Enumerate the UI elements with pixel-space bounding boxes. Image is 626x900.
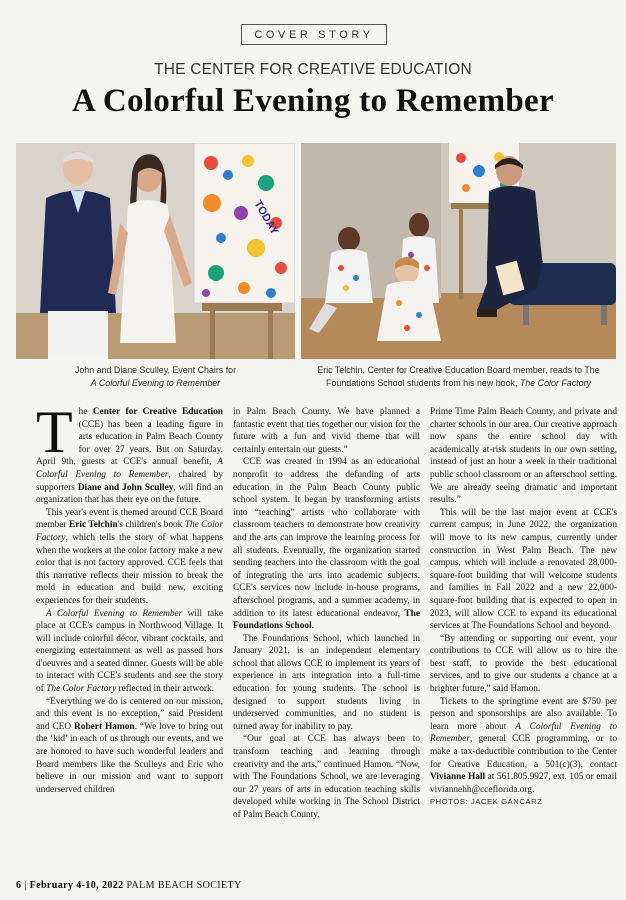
article-paragraph: “Everything we do is centered on our mission, and this event is no exception,” said President and CEO Robert Hamon. “We love to bring out the ‘kid’ in each of us through our events, and we are honored to have such wonderful leaders and Board members like the Sculleys and Eric who believe in our mission and want to support underserved children [36, 696, 223, 795]
article-paragraph: in Palm Beach County. We have planned a fantastic event that ties together our vision for the future with a fun and vivid theme that will certainly entertain our guests.” [233, 407, 420, 455]
article-paragraph: A Colorful Evening to Remember will take place at CCE's campus in Northwood Village. It will include colorful décor, vibrant cocktails, and energizing entertainment as well as passed hors d'oeuvres and a seated dinner. Guests will be able to interact with CCE's students and see the story of The Color Factory reflected in their artwork. [36, 608, 223, 695]
right-caption-line2: Foundations School students from his new book, The Color Factory [326, 377, 591, 388]
article-paragraph: Tickets to the springtime event are $750 per person and sponsorships are also available. To learn more about A Colorful Evening to Remember, general CCE programming, or to make a tax-deductible contribution to the Center for Creative Education, a 501(c)(3), contact Vivianne Hall at 561.805.9927, ext. 105 or email viviannehh@cceflorida.org. [430, 696, 617, 795]
page-number: 6 [16, 880, 22, 891]
article-paragraph: This year's event is themed around CCE Board member Eric Telchin's children's book The Color Factory, which tells the story of what happens when the workers at the color factory make a new color that is not factory approved. CCE feels that this narrative reflects their mission to break the mold in education and build new, exciting experiences for their students. [36, 507, 223, 606]
article-paragraph: “By attending or supporting our event, your contributions to CCE will allow us to hire the best staff, to provide the best educational services, and to give our students a chance at a brighter future,” said Hamon. [430, 633, 617, 695]
section-kicker: COVER STORY [241, 24, 387, 45]
photo-book-reading [301, 143, 616, 359]
photo-event-chairs [16, 143, 295, 359]
drop-cap: T [36, 399, 73, 465]
page-footer: 6 | February 4-10, 2022 PALM BEACH SOCIETY [16, 880, 242, 891]
article-paragraph: This will be the last major event at CCE's current campus; in June 2022, the organization will move to its new campus, currently under construction in West Palm Beach. The new campus, which will include a renovated 28,000-square-foot building that will welcome students and families in Fall 2022 and a new 22,000-square-foot building that is expected to open in 2023, will allow CCE to expand its educational services at The Foundations School and beyond. [430, 507, 617, 632]
photo-event-chairs-illustration [16, 143, 295, 359]
article-subhead: THE CENTER FOR CREATIVE EDUCATION [154, 61, 472, 78]
right-caption-line1: Eric Telchin, Center for Creative Education Board member, reads to The [317, 365, 600, 375]
left-caption-line1: John and Diane Sculley, Event Chairs for [74, 365, 237, 375]
article-headline: A Colorful Evening to Remember [72, 83, 554, 119]
publication-name: PALM BEACH SOCIETY [126, 880, 242, 891]
article-paragraph: The Foundations School, which launched in January 2021, is an independent elementary school that allows CCE to implement its years of experience in arts integration into a full-time education for young students. The school is designed to support students living in underserved communities, and no student is turned away for inability to pay. [233, 633, 420, 732]
article-column-3 [430, 406, 617, 809]
photo-book-reading-illustration [301, 143, 616, 359]
article-paragraph: CCE was created in 1994 as an educational nonprofit to address the defunding of arts education in the Palm Beach County public school system. It began by transforming artists into “teaching” artists who collaborate with classroom teachers to demonstrate how creativity and the arts can improve the learning process for all students. Eventually, the organization started sending teachers into the classroom with the goal of integrating the arts into academic subjects. CCE's services now include in-house programs, afterschool programs, and a summer academy, in addition to its latest educational endeavor, The Foundations School. [233, 457, 420, 632]
left-caption-line2: A Colorful Evening to Remember [90, 377, 221, 388]
photo-credit: PHOTOS: JACEK GANCARZ [430, 797, 543, 807]
article-column-1 [36, 399, 223, 796]
left-photo-caption [16, 364, 295, 389]
right-photo-caption [301, 364, 616, 389]
article-paragraph: The Center for Creative Education (CCE) has been a leading figure in arts education in Palm Beach County for over 27 years. But on Saturday, April 9th, guests at CCE's annual benefit, A Colorful Evening to Remember, chaired by supporters Diane and John Sculley, will find an organization that has their eye on the future. [36, 399, 223, 506]
article-paragraph: “Our goal at CCE has always been to transform teaching and learning through creativity and the arts,” continued Hamon. “Now, with The Foundations School, we are leveraging our 27 years of arts in education teaching skills developed while working in The School District of Palm Beach County, [233, 734, 420, 820]
article-paragraph: Prime Time Palm Beach County, and private and charter schools in our area. Our creative approach now spans the entire school day with academically at-risk students in our own setting, instead of just an hour a week in their traditional public school classroom or an afterschool setting. We are already seeing dramatic and important results.” [430, 407, 617, 506]
article-column-2 [233, 406, 420, 822]
issue-date: February 4-10, 2022 [29, 880, 124, 891]
painting-lettering: TODAY [251, 198, 281, 237]
